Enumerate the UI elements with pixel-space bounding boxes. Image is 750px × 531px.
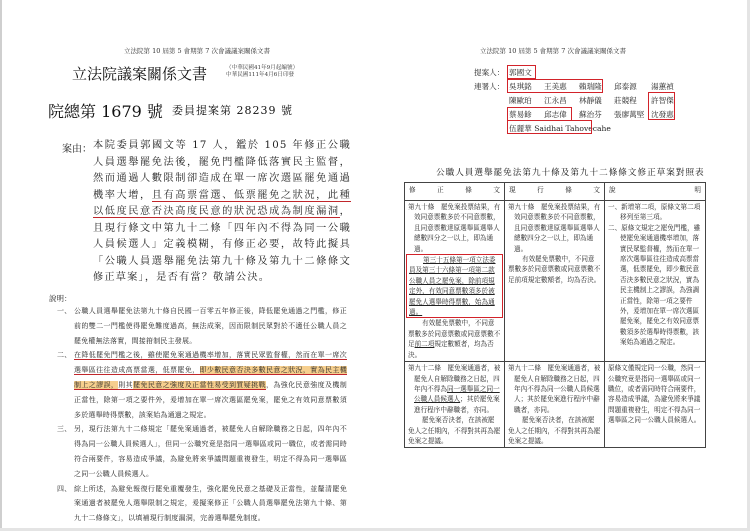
article-text: 第九十二條 罷免案通過者，被罷免人自解除職務之日起，四年內不得為同一公職人員候選人；其於罷免案進行程序中辭職者，亦同。: [508, 364, 601, 414]
article-text: 第九十二條 罷免案通過者，被罷免人自解除職務之日起，四年內不得為: [408, 364, 501, 393]
cosigner-name: 許智傑: [651, 96, 674, 105]
header-char: 明: [694, 186, 701, 194]
header-amended: [405, 183, 505, 201]
cosigner-name: 沈發惠: [651, 110, 674, 119]
cosigner-name: 張廖萬堅: [614, 110, 645, 119]
new-paragraph-boxed: 第三十五條第一項立法委員及第三十六條第一項第二款公職人員之罷免案，除前項規定外，有效同意票數須多於被罷免人選舉時得票數，始為通過。: [406, 254, 503, 318]
underlined-text: 在降低罷免門檻之後，雖使罷免案通過機率增加，落實民眾監督權，然而在單一席次選舉區往往造成高票當選，低票罷免，: [74, 351, 347, 375]
cosigner-name: 邱泰源: [614, 82, 637, 91]
header-char: 文: [593, 186, 600, 194]
amended-cell: [405, 362, 505, 448]
table-header-row: [405, 183, 706, 201]
cosigner-name: 林靜儀: [579, 96, 602, 105]
header-char: 文: [493, 186, 500, 194]
reason-text: [93, 138, 351, 287]
item-number: 二、: [57, 351, 72, 360]
header-char: 說: [609, 186, 616, 194]
explanation-text: 一、新增第二項，原條文第二項移列至第三項。: [608, 203, 701, 222]
proposal-number: 委員提案第 28239 號: [172, 104, 293, 117]
article-text: 規定數額者，均為否決。: [408, 340, 494, 359]
article-text: 罷免案否決者，在該被罷免人之任期內，不得對其再為罷免案之提議。: [408, 416, 501, 445]
comparison-table: [404, 182, 706, 448]
cosigner-name: 陳歐珀: [509, 96, 532, 105]
reason-underlined-segment: 且有高票當選、低票罷免之狀況，此種以低度民意否決高度民意的狀況恐成為制度漏洞: [93, 189, 351, 217]
article-text: ；其於罷免案進行程序中辭職者，亦同。: [414, 395, 500, 414]
table-row: [405, 362, 706, 448]
header-char: 修: [409, 186, 416, 194]
explanation-list: [57, 304, 347, 526]
explanation-item: [57, 348, 347, 422]
explanation-cell: [605, 362, 706, 448]
item-text: 公職人員選舉罷免法第九十條自民國一百零五年修正後，降低罷免通過之門檻，修正前的雙二一門檻使得罷免難度過高，無法成案，因而限制民眾對於不適任公職人員之罷免權無法落實，間接箝制民主發展。: [74, 307, 347, 345]
cosigner-name: 賴瑞隆: [579, 82, 602, 91]
header-char: 行: [537, 186, 544, 194]
article-text: 罷免案否決者，在該被罷免人之任期內，不得對其再為罷免案之提議。: [508, 416, 601, 445]
reason-label: 案由：: [62, 144, 92, 155]
cosigner-name: 蘇治芬: [579, 110, 602, 119]
highlighted-text: 即少數民意否決多數民意之狀況，實為民主機制上之謬誤，: [74, 366, 347, 389]
cosigner-highlight-box: [648, 92, 675, 120]
numbering-note: （中華民國41年9月起編號）: [226, 65, 299, 71]
document-title: 立法院議案關係文書: [72, 65, 208, 83]
cosigner-name: 蔡易餘: [509, 110, 532, 119]
print-date: 中華民國111年4月6日印發: [226, 72, 295, 78]
cosigner-highlight-box: [507, 120, 592, 134]
item-number: 三、: [57, 425, 72, 434]
amended-phrase: 前二項: [414, 340, 435, 349]
explanation-text: 二、原條文規定之罷免門檻，雖使罷免案通過機率增加，落實民眾監督權，然而在單一席次選舉區往往造成高票當選，低票罷免，即少數民意否決多數民意之狀況，實為民主機制上之謬誤，為強調正當性，除第一項之要件外，爰增加在單一席次選區罷免案，罷免之有效同意票數須多於選舉時得票數，該案始為通過之規定。: [608, 223, 701, 347]
header-explanation: [605, 183, 706, 201]
cosigner-name: 江永昌: [544, 96, 567, 105]
cosigner-name: 王美惠: [544, 82, 567, 91]
table-row: [405, 201, 706, 362]
table-title: 公職人員選舉罷免法第九十條及第九十二條條文修正草案對照表: [436, 168, 705, 178]
explanation-item: [57, 482, 347, 526]
article-text: 第九十條 罷免案投票結果，有效同意票數多於不同意票數，且同意票數達原選舉區選舉人總數四分之一以上，即為通過。: [408, 203, 501, 253]
running-header: 立法院第 10 屆第 5 會期第 7 次會議議案關係文書: [480, 47, 626, 55]
header-char: 條: [565, 186, 572, 194]
header-current: [505, 183, 605, 201]
amended-phrase: 同一選舉區之同一公職人員候選人: [414, 384, 500, 404]
cosigner-label: 連署人：: [474, 82, 505, 91]
item-text: 另，現行法第九十二條規定「罷免案通過者，被罷免人自解除職務之日起，四年內不得為同一公職人員候選人」，但同一公職究竟是指同一選舉區或同一職位，或者需同時符合兩要件，容易造成爭議，為避免將來爭議問題重複發生，明定不得為同一選舉區之同一公職人員候選人。: [74, 425, 347, 478]
proposer-highlight-box: [507, 65, 536, 79]
reason-segment: 本院委員郭國文等 17 人，鑑於 105 年修正公職人員選舉罷免法後，罷免門檻降低落實民主監督，然而通過人數限制卻造成在單一席次選區罷免通過機率大增，: [93, 140, 351, 201]
underlined-text: 則其: [118, 380, 134, 389]
item-text: ，為強化民意強度及機制正當性，除第一項之要件外，爰增加在單一席次選區罷免案，罷免之有效同意票數須多於選舉時得票數，該案始為通過之規定。: [74, 380, 347, 419]
item-text: 綜上所述，為避免報復行罷免重覆發生，強化罷免民意之基礎及正當性，並釐清罷免案通過者被罷免人選舉限制之規定，爰擬案修正「公職人員選舉罷免法第九十條、第九十二條條文」，以填補現行制度漏洞，完善選舉罷免制度。: [74, 484, 347, 523]
cosigner-name: 邱志偉: [544, 110, 567, 119]
document-note: [226, 65, 298, 79]
cosigner-name: 湯蕙禎: [651, 82, 674, 91]
general-number: 院總第 1679 號: [48, 102, 163, 121]
header-char: 條: [465, 186, 472, 194]
header-char: 正: [437, 186, 444, 194]
explanation-item: [57, 422, 347, 481]
current-cell: [505, 201, 605, 362]
cosigner-name: 吳琪銘: [509, 82, 532, 91]
article-text: 有效罷免票數中，不同意票數多於同意票數或同意票數不足前項規定數額者，均為否決。: [508, 255, 601, 284]
article-text: 有效罷免票數中，不同意票數多於同意票數或同意票數不足: [408, 319, 501, 349]
item-number: 一、: [57, 307, 72, 315]
proposer-label: 提案人：: [474, 68, 505, 77]
page-edge-left: [0, 0, 2, 531]
explanation-text: 原條文僅規定同一公職，然同一公職究竟是指同一選舉區或同一職位，或者需同時符合兩要件，容易造成爭議，為避免將來爭議問題重複發生，明定不得為同一選舉區之同一公職人員候選人。: [608, 364, 701, 425]
amended-cell: [405, 201, 505, 362]
cosigner-highlight-box: [507, 107, 572, 121]
article-text: 第九十條 罷免案投票結果，有效同意票數多於不同意票數，且同意票數達原選舉區選舉人總數四分之一以上，即為通過。: [508, 203, 601, 253]
cosigner-highlight-box: [507, 79, 603, 93]
highlighted-text: 罷免民意之強度及正當性易受到質疑挑戰: [133, 380, 266, 389]
current-cell: [505, 362, 605, 448]
running-header: 立法院第 10 屆第 5 會期第 7 次會議議案關係文書: [124, 47, 270, 55]
explanation-cell: [605, 201, 706, 362]
explanation-label: 說明：: [49, 294, 72, 303]
header-char: 現: [509, 186, 516, 194]
item-number: 四、: [57, 484, 72, 493]
cosigner-name: 伍麗華 Saidhai Tahovecahe: [509, 124, 611, 133]
cosigner-name: 莊競程: [614, 96, 637, 105]
reason-segment: ，且現行條文中第九十二條「四年內不得為同一公職人員候選人」定義模糊，有修正必要，故特此擬具「公職人員選舉罷免法第九十條及第九十二條條文修正草案」，是否有當？敬請公決。: [93, 206, 351, 283]
explanation-item: [57, 304, 347, 348]
proposer-name: 郭國文: [509, 68, 532, 77]
